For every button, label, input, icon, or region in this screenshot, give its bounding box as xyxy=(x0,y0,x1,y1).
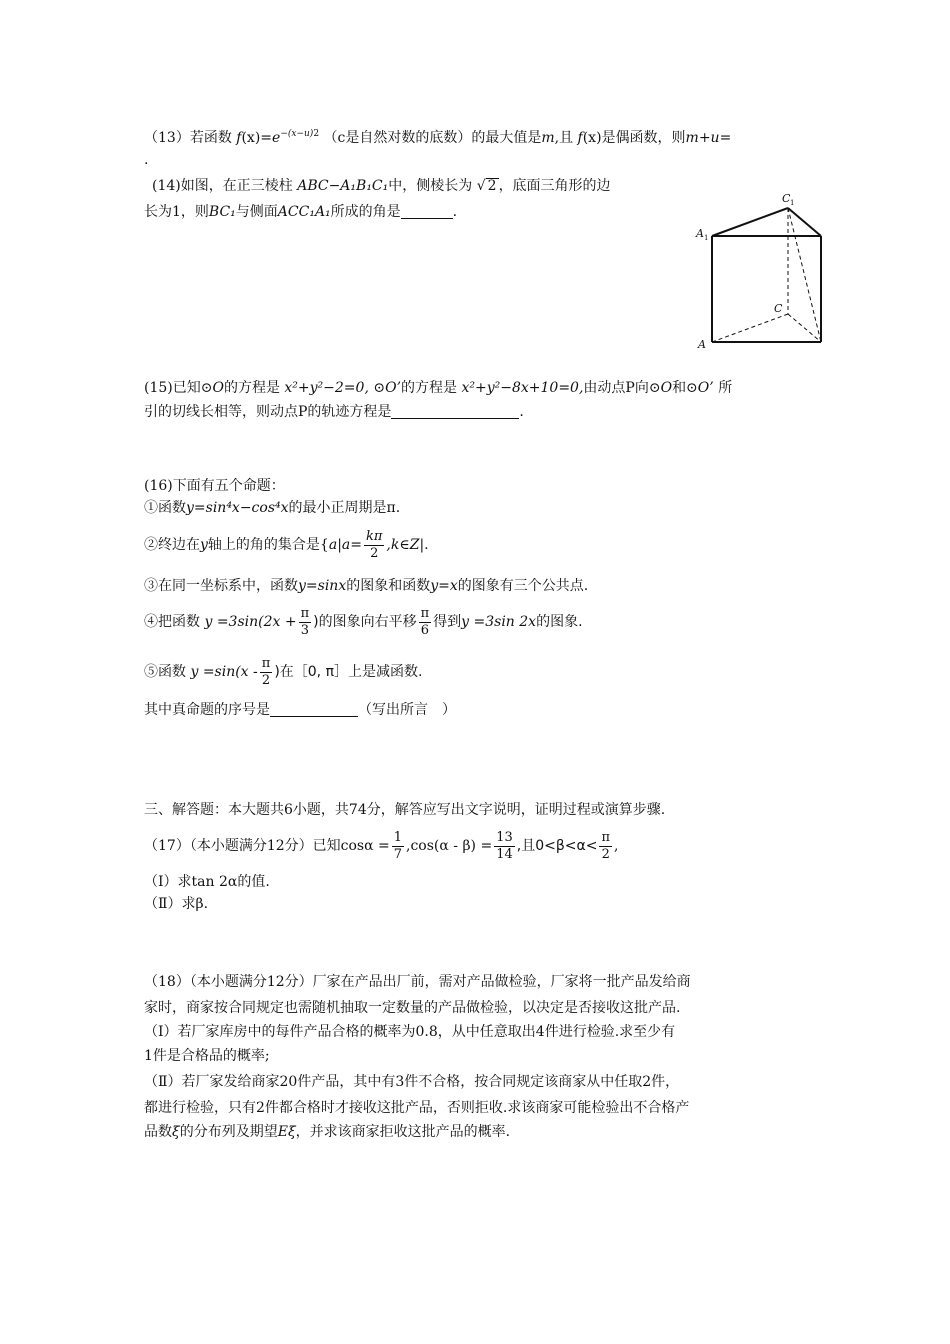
q17-frac-3-den: 2 xyxy=(601,846,610,862)
q15-text-8: 引的切线长相等，则动点P的轨迹方程是 xyxy=(144,404,392,420)
q16-p2-frac xyxy=(364,529,384,562)
q16-p5-den: 2 xyxy=(261,672,271,688)
q17-part-1 xyxy=(144,872,270,892)
q18-line-1: （18）（本小题满分12分）厂家在产品出厂前，需对产品做检验，厂家将一批产品发给商 xyxy=(144,974,691,990)
q16-p5-frac xyxy=(260,656,273,689)
q13-mu: m+u= xyxy=(685,130,732,146)
q15-text-6: 和⊙ xyxy=(672,380,698,396)
q16-prop-4 xyxy=(144,604,583,640)
q16-p4-end: 的图象. xyxy=(536,614,583,630)
q16-p1-end: . xyxy=(395,500,401,516)
q17-lead: （17）（本小题满分12分）已知 xyxy=(144,838,341,854)
label-c1: C xyxy=(782,192,791,205)
q13-text-1: 若函数 xyxy=(189,130,232,146)
q16-p4-num2: π xyxy=(420,605,430,621)
q16-answer-prompt: 其中真命题的序号是 xyxy=(144,702,270,718)
q18-line-5: （Ⅱ）若厂家发给商家20件产品，其中有3件不合格，按合同规定该商家从中任取2件， xyxy=(144,1074,680,1090)
q16-p4-den: 3 xyxy=(300,622,309,638)
q16-prop-1 xyxy=(144,498,400,518)
q14-text-6: 所成的角是 xyxy=(330,204,401,220)
q18-line-4: 1件是合格品的概率; xyxy=(144,1048,270,1064)
q16-p1-pi: π xyxy=(386,500,396,516)
q13-text-2: （c是自然对数的底数）的最大值是 xyxy=(323,130,542,146)
q17-frac-3 xyxy=(599,830,612,863)
q17-frac-2-num: 13 xyxy=(496,829,513,845)
q16-p4-den2: 6 xyxy=(420,622,429,638)
q13-f2: f xyxy=(577,130,583,146)
q15-eq2: x²+y²−8x+10=0, xyxy=(461,380,584,396)
q14-text-2: 中，侧棱长为 xyxy=(388,178,473,194)
q15-text-5: 由动点P向⊙ xyxy=(583,380,661,396)
q13-line xyxy=(144,128,731,148)
q17-frac-2 xyxy=(494,830,515,863)
q16-p2-text: 轴上的角的集合是{ xyxy=(207,537,329,553)
q18-l7-text-2: 的分布列及期望 xyxy=(179,1124,278,1140)
q18-line-2: 家时，商家按合同规定也需随机抽取一定数量的产品做检验，以决定是否接收这批产品. xyxy=(144,1000,681,1016)
q17-frac-1 xyxy=(392,830,404,863)
diag-c1-b xyxy=(788,208,821,342)
q16-p3-expr1: y=sinx xyxy=(298,578,347,594)
label-c: C xyxy=(774,302,783,315)
q14-text-4: 长为1，则 xyxy=(144,204,209,220)
q14-sqrt-symbol: √ xyxy=(476,178,486,194)
q16-p4-num: π xyxy=(300,605,310,621)
label-a: A xyxy=(698,338,706,351)
q16-p3-text: 的图象和函数 xyxy=(346,578,431,594)
q16-p4-result: y =3sin 2x xyxy=(461,614,537,630)
q16-title: (16)下面有五个命题： xyxy=(144,478,285,494)
edge-a-c xyxy=(712,314,788,342)
q13-exponent-2: 2 xyxy=(313,129,320,139)
q18-l7-text-1: 品数 xyxy=(144,1124,172,1140)
q18-line-3: （Ⅰ）若厂家库房中的每件产品合格的概率为0.8，从中任意取出4件进行检验.求至少有 xyxy=(144,1024,676,1040)
q16-p3-expr2: y=x xyxy=(430,578,458,594)
q16-p2-bar: | xyxy=(337,537,342,553)
q16-p2-a-eq: a= xyxy=(341,537,362,553)
q14-text-3: ，底面三角形的边 xyxy=(498,178,611,194)
q15-line-2 xyxy=(144,402,524,422)
edge-c1-b1 xyxy=(788,208,821,236)
q15-text-2: 的方程是 xyxy=(223,380,280,396)
q16-p1-expr: y=sin⁴x−cos⁴x xyxy=(186,500,289,516)
section-3-heading: 三、解答题：本大题共6小题，共74分，解答应写出文字说明，证明过程或演算步骤. xyxy=(144,802,666,818)
q14-prism: ABC−A₁B₁C₁ xyxy=(297,178,389,194)
q17-part-2-label: （Ⅱ）求 xyxy=(144,896,196,912)
q17-cos: cosα = xyxy=(340,838,390,854)
q16-p4-text: )的图象向右平移 xyxy=(313,614,417,630)
q16-p5-text: )在［0, π］上是减函数. xyxy=(274,664,423,680)
q15-text-1: (15)已知⊙ xyxy=(144,380,213,396)
q17-tail: , xyxy=(614,838,619,854)
q16-p2-y: y xyxy=(200,537,208,553)
edge-a1-c1 xyxy=(712,208,788,236)
q18-line-7 xyxy=(144,1122,510,1142)
q14-sqrt-value: 2 xyxy=(487,178,497,194)
q15-text-3: ⊙ xyxy=(373,380,386,396)
q17-frac-1-den: 7 xyxy=(393,846,403,862)
q14-answer-blank xyxy=(401,204,453,219)
q16-p2-label: ②终边在 xyxy=(144,537,200,553)
q16-p2-end: |. xyxy=(419,537,429,553)
q13-m: m xyxy=(541,130,555,146)
q14-text-1: 如图，在正三棱柱 xyxy=(180,178,293,194)
q17-frac-1-num: 1 xyxy=(393,829,403,845)
q15-end: . xyxy=(519,404,524,420)
q18-xi: ξ xyxy=(172,1124,180,1140)
q13-exponent: −(x−u) xyxy=(280,129,314,139)
q13-text-4: 是偶函数，则 xyxy=(601,130,686,146)
q17-part-2-end: . xyxy=(203,896,209,912)
edge-c-b xyxy=(788,314,821,342)
q17-part-2 xyxy=(144,894,208,914)
q15-o1: O xyxy=(212,380,224,396)
q17-part-1-label: （Ⅰ）求 xyxy=(144,874,192,890)
q14-line-1 xyxy=(152,176,611,196)
q14-bc1: BC₁ xyxy=(208,204,236,220)
q17-frac-2-den: 14 xyxy=(496,846,513,862)
q15-eq1: x²+y²−2=0, xyxy=(284,380,369,396)
q16-prop-5 xyxy=(144,654,422,690)
q13-x: (x)= xyxy=(241,130,273,146)
q17-line-1 xyxy=(144,826,618,866)
q16-prop-3 xyxy=(144,576,588,596)
q13-f: f xyxy=(236,130,242,146)
q16-p4-get: 得到 xyxy=(433,614,462,630)
q16-p4-frac2 xyxy=(419,606,432,639)
q17-frac-3-num: π xyxy=(601,829,611,845)
q18-l7-text-3: ，并求该商家拒收这批产品的概率. xyxy=(295,1124,511,1140)
q15-o2: O’ xyxy=(385,380,402,396)
q13-e: e xyxy=(272,130,281,146)
q16-p5-label: ⑤函数 xyxy=(144,664,186,680)
q15-text-7: 所 xyxy=(718,380,733,396)
q16-p4-label: ④把函数 xyxy=(144,614,200,630)
label-c1-sub: 1 xyxy=(790,199,795,207)
q18-line-6: 都进行检验，只有2件都合格时才接收这批产品，否则拒收.求该商家可能检验出不合格产 xyxy=(144,1100,690,1116)
q16-p2-den: 2 xyxy=(370,545,379,561)
q18-expectation: Eξ xyxy=(277,1124,296,1140)
q14-end: . xyxy=(452,204,458,220)
q14-face: ACC₁A₁ xyxy=(277,204,331,220)
q13-text-3: ,且 xyxy=(554,130,574,146)
q14-text-5: 与侧面 xyxy=(235,204,278,220)
q15-o4: O’ xyxy=(697,380,714,396)
q16-answer-line xyxy=(144,700,456,720)
q17-part-1-text: 的值. xyxy=(237,874,270,890)
q17-cos-diff: ,cos(α - β) = xyxy=(406,838,493,854)
q16-p1-text: 的最小正周期是 xyxy=(288,500,387,516)
q16-answer-blank xyxy=(270,702,358,717)
label-a1-sub: 1 xyxy=(704,234,709,242)
q16-answer-note: （写出所言 ） xyxy=(358,702,456,718)
q14-line-2 xyxy=(144,202,457,222)
q14-number: (14) xyxy=(152,178,181,194)
q16-prop-2 xyxy=(144,528,429,562)
q13-x2: (x) xyxy=(582,130,602,146)
q16-p3-end: 的图象有三个公共点. xyxy=(457,578,589,594)
q16-p2-k: ,k∈Z xyxy=(386,537,420,553)
q17-condition: ,且0<β<α< xyxy=(516,838,598,854)
q15-o3: O xyxy=(660,380,673,396)
prism-figure xyxy=(690,186,850,356)
q15-line-1 xyxy=(144,378,732,398)
q15-text-4: 的方程是 xyxy=(401,380,458,396)
q16-p5-num: π xyxy=(261,655,271,671)
q16-p4-frac xyxy=(299,606,312,639)
q16-p1-label: ①函数 xyxy=(144,500,186,516)
q16-p3-label: ③在同一坐标系中，函数 xyxy=(144,578,298,594)
q16-p5-expr: y =sin(x - xyxy=(190,664,258,680)
q13-number: （13） xyxy=(144,130,190,146)
q16-p2-num: kπ xyxy=(366,528,383,544)
q13-dot: . xyxy=(144,152,149,168)
q17-part-1-expr: tan 2α xyxy=(191,874,238,890)
q17-part-2-beta: β xyxy=(195,896,204,912)
q15-answer-blank xyxy=(391,404,519,419)
label-a1: A xyxy=(696,227,704,240)
q16-p4-expr: y =3sin(2x + xyxy=(204,614,297,630)
q16-p2-a: a xyxy=(328,537,338,553)
